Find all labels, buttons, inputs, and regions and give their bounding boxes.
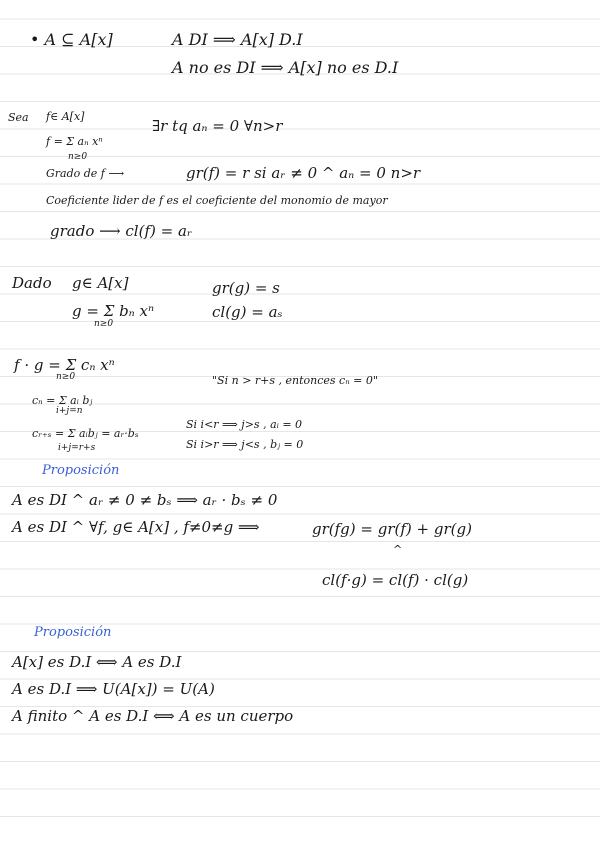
dado-g-sum: g = Σ bₙ xⁿ — [72, 302, 155, 320]
bullet-line-1: • A ⊆ A[x] — [30, 30, 113, 49]
prop1-line-2: A es DI ^ ∀f, g∈ A[x] , f≠0≠g ⟹ — [12, 518, 260, 536]
grado-def: Grado de f ⟶ — [46, 167, 125, 180]
sea-exists: ∃r tq aₙ = 0 ∀n>r — [152, 117, 283, 135]
dado-gr-g: gr(g) = s — [212, 279, 280, 297]
grado-formula: gr(f) = r si aᵣ ≠ 0 ^ aₙ = 0 n>r — [186, 164, 421, 182]
grado-cl: grado ⟶ cl(f) = aᵣ — [50, 222, 193, 240]
prop1-wedge: ^ — [393, 543, 403, 556]
sea-f-sum: f = Σ aₙ xⁿ — [46, 135, 103, 148]
crs-formula: cᵣ₊ₛ = Σ aᵢbⱼ = aᵣ·bₛ — [32, 427, 139, 440]
proposition-heading-2: Proposición — [34, 625, 112, 640]
dado-g-sum-index: n≥0 — [94, 319, 114, 329]
crs-index: i+j=r+s — [58, 443, 96, 453]
product-remark: "Si n > r+s , entonces cₙ = 0" — [212, 374, 378, 387]
prop1-line-3: cl(f·g) = cl(f) · cl(g) — [322, 571, 469, 589]
prop1-line-1: A es DI ^ aᵣ ≠ 0 ≠ bₛ ⟹ aᵣ · bₛ ≠ 0 — [12, 491, 278, 509]
coef-lider-def: Coeficiente lider de f es el coeficiente del monomio de mayor — [46, 194, 388, 207]
dado-cl-g: cl(g) = aₛ — [212, 303, 283, 321]
dado-g-in-ring: g∈ A[x] — [72, 274, 129, 292]
dado-label: Dado — [12, 274, 52, 292]
bullet-line-2: A no es DI ⟹ A[x] no es D.I — [172, 58, 399, 77]
case-1: Si i<r ⟹ j>s , aᵢ = 0 — [186, 418, 303, 431]
prop2-line-1: A[x] es D.I ⟺ A es D.I — [12, 653, 182, 671]
cn-index: i+j=n — [56, 406, 83, 416]
cn-formula: cₙ = Σ aᵢ bⱼ — [32, 394, 93, 407]
product-formula: f · g = Σ cₙ xⁿ — [14, 356, 115, 374]
prop2-line-3: A finito ^ A es D.I ⟺ A es un cuerpo — [12, 707, 294, 725]
prop2-line-2: A es D.I ⟹ U(A[x]) = U(A) — [12, 680, 215, 698]
proposition-heading-1: Proposición — [42, 463, 120, 478]
case-2: Si i>r ⟹ j<s , bⱼ = 0 — [186, 438, 304, 451]
prop1-line-2-rhs: gr(fg) = gr(f) + gr(g) — [312, 520, 472, 538]
sea-label: Sea — [8, 111, 29, 124]
product-sum-index: n≥0 — [56, 372, 76, 382]
bullet-line-1-implication: A DI ⟹ A[x] D.I — [172, 30, 303, 49]
sea-f-sum-index: n≥0 — [68, 152, 88, 162]
sea-f-in-ring: f∈ A[x] — [46, 110, 85, 123]
